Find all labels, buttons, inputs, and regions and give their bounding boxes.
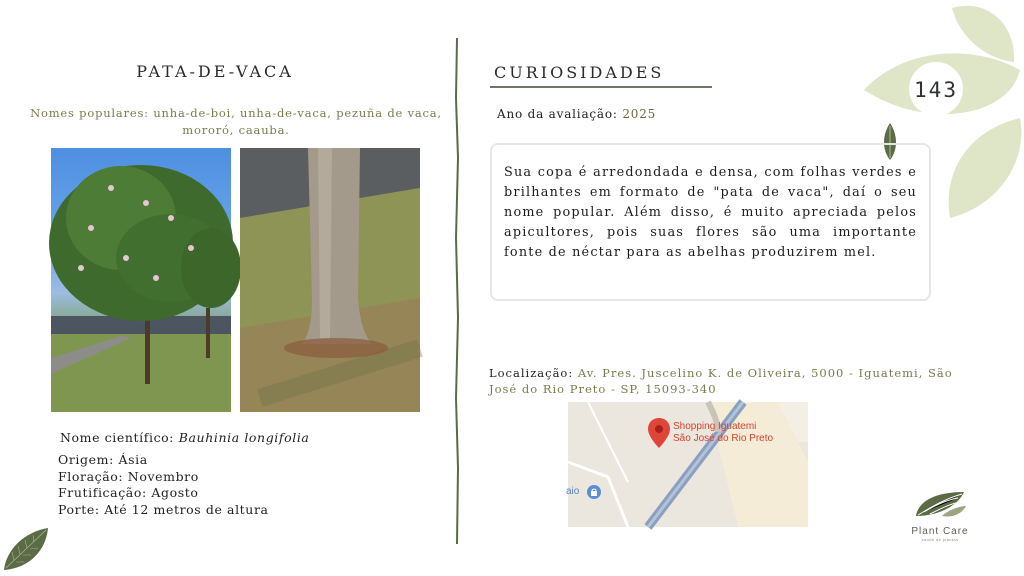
origin: Origem: Ásia — [58, 452, 148, 467]
brand — [900, 488, 980, 542]
popular-names-label: Nomes populares: — [30, 106, 149, 120]
location — [489, 366, 979, 397]
plant-facts — [58, 452, 269, 519]
curiosities-card — [490, 143, 931, 301]
title-underline — [490, 85, 712, 89]
location-address: Av. Pres. Juscelino K. de Oliveira, 5000 - Iguatemi, São José do Rio Preto - SP, 15093-340 — [489, 366, 953, 396]
brand-name: Plant Care — [911, 526, 969, 537]
tree-photo — [51, 148, 231, 412]
evaluation-year — [497, 107, 656, 121]
column-divider — [452, 38, 462, 544]
scientific-name — [60, 430, 310, 445]
trunk-photo — [240, 148, 420, 412]
curiosities-text: Sua copa é arredondada e densa, com folhas verdes e brilhantes em formato de "pata de vaca", daí o seu nome popular. Além disso, é muito apreciada pelos apicultores, pois suas flores são uma importante fonte de néctar para as abelhas produzirem mel. — [504, 165, 917, 260]
popular-names — [30, 105, 442, 139]
plant-title: PATA-DE-VACA — [136, 62, 294, 81]
shopping-bag-icon — [587, 484, 601, 500]
map-place-line1: Shopping Iguatemi — [673, 421, 757, 432]
evaluation-year-value: 2025 — [622, 107, 657, 121]
location-label: Localização: — [489, 366, 574, 380]
plant-care-logo-icon — [912, 488, 968, 520]
evaluation-year-label: Ano da avaliação: — [497, 107, 618, 121]
map-place-line2: São José do Rio Preto — [673, 433, 774, 444]
leaf-icon — [0, 522, 52, 576]
map-side-label: aio — [566, 486, 580, 497]
page-number: 143 — [914, 78, 958, 102]
scientific-name-label: Nome científico: — [60, 430, 175, 445]
size: Porte: Até 12 metros de altura — [58, 502, 269, 518]
flowering: Floração: Novembro — [58, 468, 199, 484]
map-place-label[interactable] — [673, 421, 773, 445]
brand-tagline: saúde de plantas — [921, 537, 959, 542]
location-map[interactable] — [568, 402, 808, 527]
fruiting: Frutificação: Agosto — [58, 485, 199, 501]
scientific-name-value: Bauhinia longifolia — [178, 430, 310, 445]
map-pin-icon[interactable] — [648, 418, 670, 448]
popular-names-value: unha-de-boi, unha-de-vaca, pezuña de vaca, mororó, caauba. — [153, 106, 442, 137]
curiosities-title: CURIOSIDADES — [494, 63, 665, 82]
